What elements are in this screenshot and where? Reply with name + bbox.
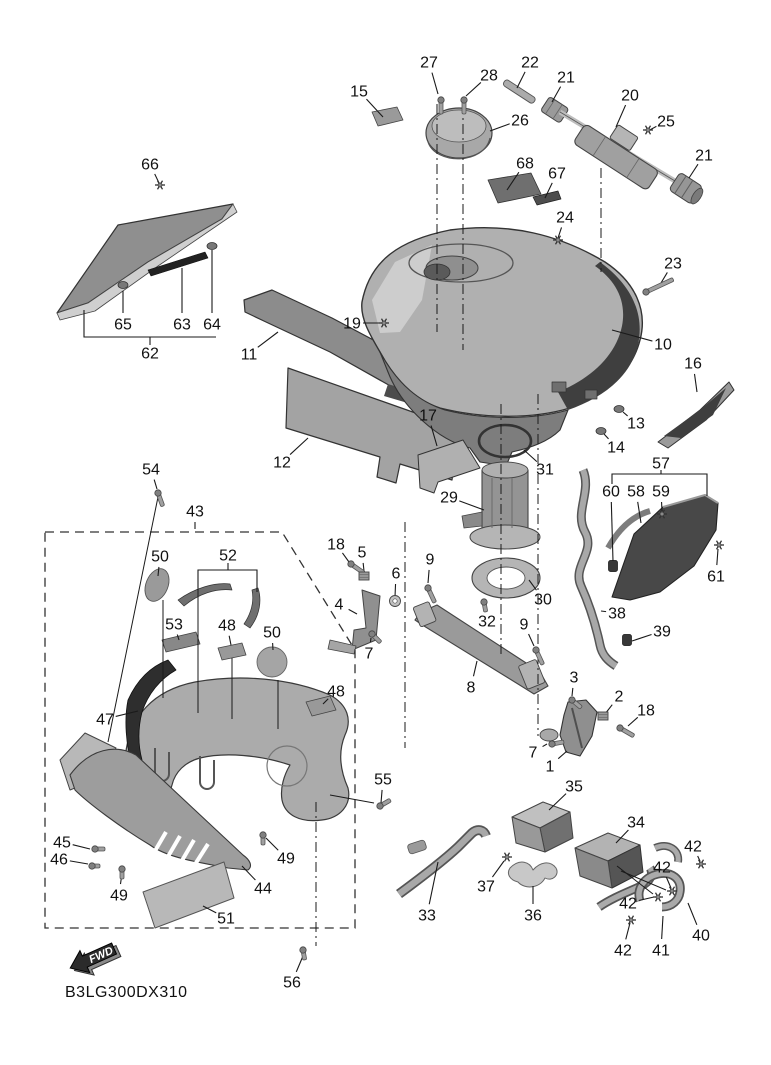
grommet-fastener: [623, 635, 632, 646]
pad-50-round: [257, 647, 287, 677]
leader-line-27: [432, 73, 438, 94]
nut-fastener: [598, 712, 608, 720]
bolt-fastener: [549, 740, 564, 747]
callout-32: 32: [478, 613, 496, 631]
bolt-fastener: [481, 599, 488, 612]
callout-66: 66: [141, 156, 159, 174]
leader-line-1: [558, 751, 567, 759]
callout-24: 24: [556, 209, 574, 227]
bolt-fastener: [377, 798, 392, 809]
leader-line-60: [611, 502, 613, 561]
callout-53: 53: [165, 616, 183, 634]
callout-17: 17: [419, 407, 437, 425]
callout-25: 25: [657, 113, 675, 131]
bolt-fastener: [461, 97, 467, 114]
callout-12: 12: [273, 454, 291, 472]
callout-1: 1: [545, 758, 555, 776]
fwd-marker: [65, 936, 123, 982]
callout-67: 67: [548, 165, 566, 183]
pad-50-oval: [140, 565, 173, 605]
leader-line-20: [616, 105, 626, 127]
callout-19: 19: [343, 315, 361, 333]
leader-line-21: [552, 87, 561, 102]
callout-60: 60: [602, 483, 620, 501]
star-fastener: [653, 893, 663, 902]
callout-49: 49: [277, 850, 295, 868]
callout-16: 16: [684, 355, 702, 373]
clip-fastener: [614, 406, 624, 413]
callout-58: 58: [627, 483, 645, 501]
leader-line-61: [717, 549, 718, 565]
callout-42: 42: [684, 838, 702, 856]
callout-39: 39: [653, 623, 671, 641]
leader-line-16: [695, 374, 697, 392]
leader-line-42: [626, 923, 630, 939]
bolt-fastener: [643, 278, 674, 296]
tank-tab-b: [585, 390, 597, 399]
callout-21: 21: [557, 69, 575, 87]
callout-33: 33: [418, 907, 436, 925]
fwd-label: FWD: [87, 944, 116, 966]
hose-33-inner: [399, 830, 486, 894]
callout-42: 42: [619, 895, 637, 913]
callout-20: 20: [621, 87, 639, 105]
callout-18: 18: [637, 702, 655, 720]
leader-line-18: [342, 553, 349, 562]
callout-29: 29: [440, 489, 458, 507]
callout-52: 52: [219, 547, 237, 565]
callout-5: 5: [357, 544, 367, 562]
leader-line-37: [492, 861, 504, 877]
star-fastener: [155, 181, 165, 190]
leader-line-45: [73, 845, 90, 849]
callout-31: 31: [536, 461, 554, 479]
callout-23: 23: [664, 255, 682, 273]
star-fastener: [502, 853, 512, 862]
leader-line-8: [473, 661, 477, 676]
clip-fastener: [118, 282, 128, 289]
bolt-fastener: [617, 725, 635, 738]
leader-line-9: [428, 570, 429, 583]
group-bracket: [84, 310, 216, 337]
strip-52-a: [178, 584, 232, 606]
bolt-fastener: [92, 846, 105, 852]
canister-34: [575, 833, 643, 888]
callout-15: 15: [350, 83, 368, 101]
star-fastener: [643, 126, 653, 135]
callout-3: 3: [569, 669, 579, 687]
callout-41: 41: [652, 942, 670, 960]
bolt-fastener: [119, 866, 125, 879]
star-fastener: [696, 860, 706, 869]
callout-40: 40: [692, 927, 710, 945]
gasket-30: [472, 558, 540, 598]
callout-38: 38: [608, 605, 626, 623]
callout-42: 42: [614, 942, 632, 960]
damper-20: [573, 109, 669, 190]
pad-48-a: [218, 643, 246, 660]
clip-fastener: [207, 243, 217, 250]
bolt-fastener: [260, 832, 266, 845]
bolt-fastener: [89, 863, 100, 869]
leader-line-21: [689, 164, 698, 178]
leader-line-49: [266, 838, 278, 850]
leader-line-7: [543, 744, 547, 747]
bracket-4-foot: [328, 640, 356, 654]
strip-53: [162, 632, 200, 652]
leader-line-7: [370, 638, 371, 642]
leader-line-55: [381, 790, 382, 803]
callout-9: 9: [519, 616, 529, 634]
callout-9: 9: [425, 551, 435, 569]
callout-36: 36: [524, 907, 542, 925]
callout-37: 37: [477, 878, 495, 896]
callout-21: 21: [695, 147, 713, 165]
grommet-fastener: [609, 561, 618, 572]
callout-62: 62: [141, 345, 159, 363]
callout-43: 43: [186, 503, 204, 521]
callout-49: 49: [110, 887, 128, 905]
bracket-1-clamp: [540, 729, 558, 741]
callout-44: 44: [254, 880, 272, 898]
leader-line-14: [604, 434, 609, 439]
callout-42: 42: [653, 859, 671, 877]
callout-10: 10: [654, 336, 672, 354]
callout-22: 22: [521, 54, 539, 72]
callout-7: 7: [364, 645, 374, 663]
callout-65: 65: [114, 316, 132, 334]
cover-leg-b: [200, 756, 214, 789]
callout-50: 50: [151, 548, 169, 566]
callout-61: 61: [707, 568, 725, 586]
callout-8: 8: [466, 679, 476, 697]
washer-fastener: [390, 596, 401, 607]
part-code: B3LG300DX310: [65, 984, 188, 1001]
pad-68: [488, 173, 541, 203]
callout-13: 13: [627, 415, 645, 433]
callout-68: 68: [516, 155, 534, 173]
callout-54: 54: [142, 461, 160, 479]
callout-57: 57: [652, 455, 670, 473]
callout-26: 26: [511, 112, 529, 130]
clip-fastener: [596, 428, 606, 435]
callout-28: 28: [480, 67, 498, 85]
callout-56: 56: [283, 974, 301, 992]
callout-14: 14: [607, 439, 625, 457]
strip-52-b: [244, 588, 260, 628]
leader-line-6: [395, 584, 396, 597]
leader-line-11: [258, 332, 278, 347]
leader-line-48: [229, 636, 231, 645]
collar-21-right: [669, 172, 706, 206]
bolt-fastener: [438, 97, 444, 114]
callout-48: 48: [218, 617, 236, 635]
star-fastener: [714, 541, 724, 550]
callout-51: 51: [217, 910, 235, 928]
callout-59: 59: [652, 483, 670, 501]
callout-2: 2: [614, 688, 624, 706]
tank-tab-a: [552, 382, 566, 392]
star-fastener: [626, 916, 636, 925]
leader-line-3: [572, 688, 573, 696]
leader-line-31: [524, 450, 537, 462]
leader-line-29: [459, 501, 484, 510]
fuel-cap-top: [432, 110, 486, 142]
nut-fastener: [359, 572, 369, 580]
leader-line-39: [632, 634, 652, 641]
callout-18: 18: [327, 536, 345, 554]
bolt-fastener: [300, 947, 307, 960]
leader-line-26: [490, 124, 510, 131]
leader-line-38: [601, 611, 606, 612]
leader-line-54: [154, 480, 157, 489]
callout-7: 7: [528, 744, 538, 762]
callout-48: 48: [327, 683, 345, 701]
side-panel-57: [612, 495, 718, 600]
callout-27: 27: [420, 54, 438, 72]
leader-line-4: [349, 609, 357, 614]
callout-34: 34: [627, 814, 645, 832]
leader-line-9: [529, 634, 534, 646]
leader-line-22: [517, 72, 525, 88]
callout-55: 55: [374, 771, 392, 789]
callout-46: 46: [50, 851, 68, 869]
callout-30: 30: [534, 591, 552, 609]
leader-line-12: [290, 438, 308, 455]
callout-35: 35: [565, 778, 583, 796]
bracket-36: [508, 862, 557, 887]
hose-33-connector: [407, 839, 427, 854]
leader-line-28: [466, 82, 481, 96]
leader-line-56: [296, 956, 303, 972]
leader-line-41: [662, 916, 663, 939]
callout-47: 47: [96, 711, 114, 729]
collar-21-left: [540, 96, 569, 123]
canister-35: [512, 802, 573, 852]
leader-line-40: [688, 903, 697, 925]
leader-line-46: [70, 861, 88, 864]
callout-4: 4: [334, 596, 344, 614]
callout-11: 11: [240, 346, 258, 364]
bolt-fastener: [425, 585, 437, 604]
callout-45: 45: [53, 834, 71, 852]
callout-50: 50: [263, 624, 281, 642]
callout-63: 63: [173, 316, 191, 334]
callout-64: 64: [203, 316, 221, 334]
callout-6: 6: [391, 565, 401, 583]
